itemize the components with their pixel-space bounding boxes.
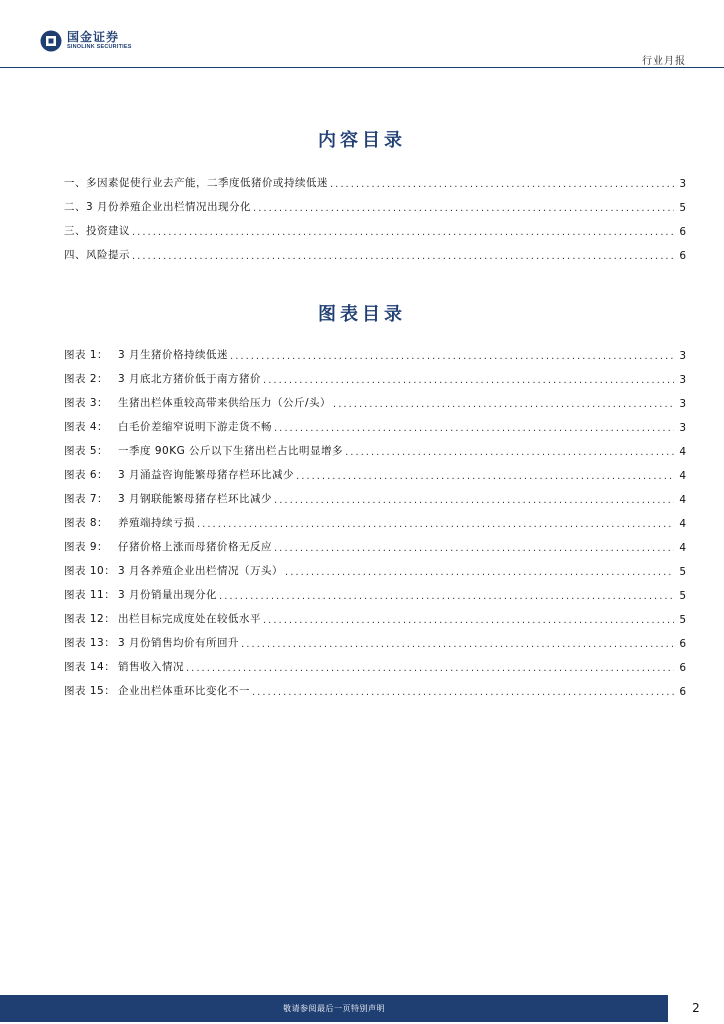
figure-title: 生猪出栏体重较高带来供给压力（公斤/头） (118, 397, 332, 409)
dot-leader (219, 591, 674, 602)
figure-title: 白毛价差缩窄说明下游走货不畅 (118, 421, 272, 433)
figure-entry[interactable] (64, 674, 686, 698)
figures-title: 图表目录 (318, 304, 406, 325)
figure-entry[interactable] (64, 506, 686, 530)
toc-entry-page: 6 (679, 250, 686, 262)
page-footer-bar (0, 995, 668, 1022)
figure-entry[interactable] (64, 530, 686, 554)
figure-number: 图表 11： (64, 589, 116, 601)
figure-page: 6 (679, 662, 686, 674)
figures-list (64, 338, 686, 698)
figure-page: 3 (679, 398, 686, 410)
figure-entry[interactable] (64, 410, 686, 434)
dot-leader (296, 471, 674, 482)
figure-page: 5 (679, 566, 686, 578)
figure-page: 4 (679, 494, 686, 506)
figure-entry[interactable] (64, 386, 686, 410)
figure-title: 仔猪价格上涨而母猪价格无反应 (118, 541, 272, 553)
dot-leader (197, 519, 674, 530)
figure-number: 图表 9： (64, 541, 109, 553)
toc-entry-label: 三、投资建议 (64, 225, 130, 237)
toc-entry-label: 二、3 月份养殖企业出栏情况出现分化 (64, 201, 252, 213)
figure-number: 图表 7： (64, 493, 109, 505)
dot-leader (252, 687, 674, 698)
toc-entry-label: 一、多因素促使行业去产能，二季度低猪价或持续低迷 (64, 177, 328, 189)
figure-entry[interactable] (64, 626, 686, 650)
toc-entry-page: 6 (679, 226, 686, 238)
dot-leader (333, 399, 674, 410)
dot-leader (330, 179, 674, 190)
sinolink-logo-icon (40, 30, 62, 52)
footer-disclaimer: 敬请参阅最后一页特别声明 (283, 1004, 385, 1013)
figure-page: 4 (679, 518, 686, 530)
figure-entry[interactable] (64, 338, 686, 362)
header-divider (0, 67, 724, 68)
contents-list (64, 166, 686, 262)
figure-number: 图表 10： (64, 565, 116, 577)
figure-entry[interactable] (64, 482, 686, 506)
figure-number: 图表 13： (64, 637, 116, 649)
figure-title: 一季度 90KG 公斤以下生猪出栏占比明显增多 (118, 445, 344, 457)
dot-leader (285, 567, 674, 578)
contents-title: 内容目录 (318, 130, 406, 151)
report-type-label: 行业月报 (642, 56, 686, 67)
dot-leader (186, 663, 674, 674)
logo-english-name: SINOLINK SECURITIES (67, 44, 132, 50)
figure-entry[interactable] (64, 434, 686, 458)
figure-title: 销售收入情况 (118, 661, 184, 673)
sinolink-logo (40, 30, 132, 52)
toc-entry[interactable] (64, 166, 686, 190)
figure-number: 图表 3： (64, 397, 109, 409)
dot-leader (345, 447, 674, 458)
toc-entry-page: 3 (679, 178, 686, 190)
figure-title: 3 月各养殖企业出栏情况（万头） (118, 565, 284, 577)
dot-leader (274, 495, 674, 506)
toc-entry-page: 5 (679, 202, 686, 214)
figure-number: 图表 1： (64, 349, 109, 361)
dot-leader (274, 423, 674, 434)
page-header (0, 0, 724, 68)
dot-leader (263, 615, 674, 626)
figure-number: 图表 2： (64, 373, 109, 385)
figure-page: 3 (679, 422, 686, 434)
figure-entry[interactable] (64, 458, 686, 482)
figure-number: 图表 6： (64, 469, 109, 481)
figure-number: 图表 5： (64, 445, 109, 457)
toc-entry[interactable] (64, 214, 686, 238)
figure-title: 养殖端持续亏损 (118, 517, 195, 529)
figure-number: 图表 8： (64, 517, 109, 529)
figure-number: 图表 4： (64, 421, 109, 433)
figure-number: 图表 14： (64, 661, 116, 673)
figure-page: 6 (679, 638, 686, 650)
figure-title: 出栏目标完成度处在较低水平 (118, 613, 261, 625)
figure-title: 3 月钢联能繁母猪存栏环比减少 (118, 493, 273, 505)
dot-leader (274, 543, 674, 554)
toc-entry[interactable] (64, 190, 686, 214)
figure-page: 5 (679, 614, 686, 626)
figure-page: 3 (679, 374, 686, 386)
figure-entry[interactable] (64, 362, 686, 386)
figure-page: 4 (679, 470, 686, 482)
figure-entry[interactable] (64, 554, 686, 578)
figure-page: 3 (679, 350, 686, 362)
figure-title: 3 月份销量出现分化 (118, 589, 218, 601)
figure-entry[interactable] (64, 578, 686, 602)
figure-entry[interactable] (64, 650, 686, 674)
figure-page: 4 (679, 542, 686, 554)
toc-entry-label: 四、风险提示 (64, 249, 130, 261)
logo-chinese-name: 国金证券 (67, 30, 120, 44)
figure-title: 3 月底北方猪价低于南方猪价 (118, 373, 262, 385)
figure-title: 3 月涌益咨询能繁母猪存栏环比减少 (118, 469, 295, 481)
dot-leader (241, 639, 674, 650)
figure-number: 图表 12： (64, 613, 116, 625)
dot-leader (132, 227, 674, 238)
dot-leader (230, 351, 674, 362)
figure-page: 4 (679, 446, 686, 458)
figure-entry[interactable] (64, 602, 686, 626)
figure-number: 图表 15： (64, 685, 116, 697)
dot-leader (253, 203, 674, 214)
figure-title: 3 月生猪价格持续低迷 (118, 349, 229, 361)
dot-leader (132, 251, 674, 262)
page-number: 2 (692, 1001, 700, 1015)
figure-title: 企业出栏体重环比变化不一 (118, 685, 250, 697)
figure-page: 5 (679, 590, 686, 602)
toc-entry[interactable] (64, 238, 686, 262)
figure-title: 3 月份销售均价有所回升 (118, 637, 240, 649)
figure-page: 6 (679, 686, 686, 698)
dot-leader (263, 375, 674, 386)
